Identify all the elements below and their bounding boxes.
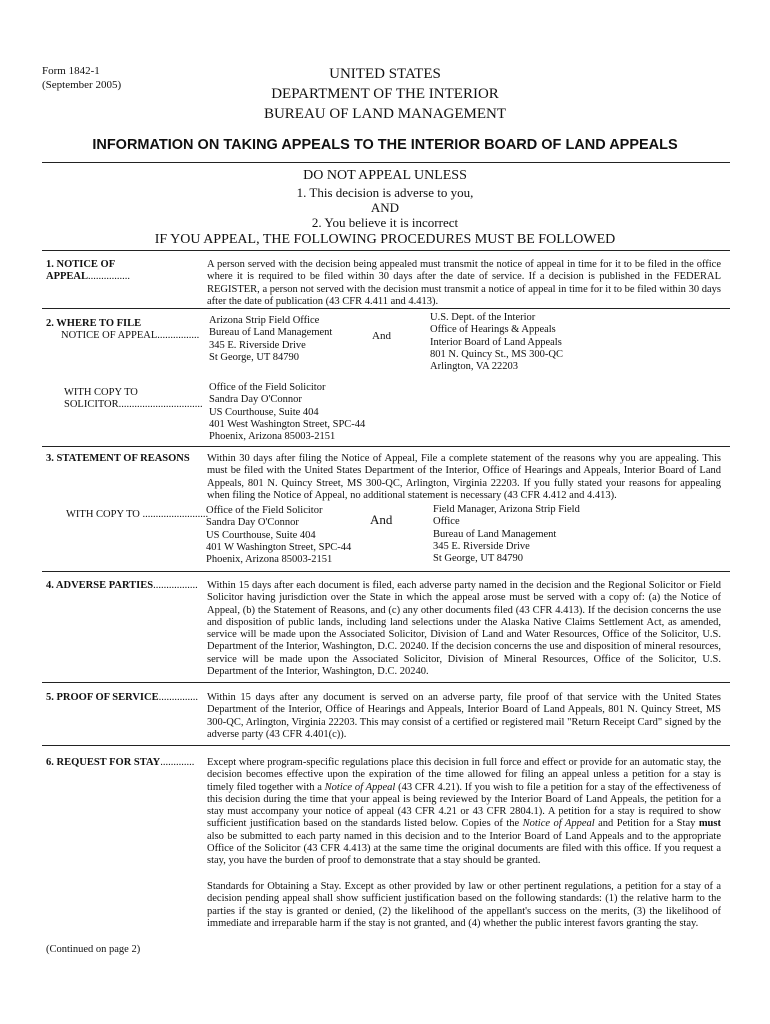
title-divider — [42, 162, 730, 163]
page-title: INFORMATION ON TAKING APPEALS TO THE INTERIOR BOARD OF LAND APPEALS — [92, 137, 678, 153]
address-line: 345 E. Riverside Drive — [209, 339, 306, 351]
agency-line-3: BUREAU OF LAND MANAGEMENT — [263, 106, 507, 122]
section-3-label — [46, 453, 190, 465]
copy-label-line-1: WITH COPY TO — [64, 387, 138, 398]
address-line: 801 N. Quincy St., MS 300-QC — [430, 348, 564, 360]
section-divider — [42, 446, 730, 447]
section-4-label — [46, 580, 198, 592]
stay-text-part: Except where program-specific regulations place this decision in full force and effect or provide for an automatic stay, the decision becomes effective upon the expiration of the time allowed for filing an appeal unless a petition for a stay is timely filed together with a — [207, 757, 721, 793]
address-line: Field Manager, Arizona Strip Field — [433, 504, 580, 515]
procedures-heading: IF YOU APPEAL, THE FOLLOWING PROCEDURES MUST BE FOLLOWED — [154, 232, 616, 247]
section-6-label-text: 6. REQUEST FOR STAY — [46, 757, 161, 768]
ibla-address — [430, 312, 563, 373]
section-1-label — [46, 259, 130, 283]
address-line: U.S. Dept. of the Interior — [430, 312, 536, 323]
address-line: Arlington, VA 22203 — [430, 361, 518, 373]
stay-text-part: also be submitted to each party named in this decision and to the Interior Board of Land Appeals and to the appropriate Office of the Solicitor (43 CFR 4.413) at the same time the original documents are filed with this office. If you request a stay, you have the burden of proof to demonstrate that a stay should be granted. — [207, 830, 721, 867]
copy-to-solicitor-label — [64, 387, 203, 411]
leader-dots: ............. — [160, 757, 195, 768]
agency-line-2: DEPARTMENT OF THE INTERIOR — [271, 86, 499, 102]
section-1-label-line-1: 1. NOTICE OF — [46, 259, 116, 270]
leader-dots: ......................... — [142, 509, 209, 520]
section-3-solicitor-address — [206, 505, 351, 566]
address-line: 401 West Washington Street, SPC-44 — [209, 418, 366, 430]
section-1-text: A person served with the decision being appealed must transmit the notice of appeal in time for it to be filed in the office where it is required to be filed within 30 days after the date of service. If a decision is published in the FEDERAL REGISTER, a person not served with the decision must transmit a notice of appeal in time for it to be filed within 30 days after the date of publication (43 CFR 4.411 and 4.413). — [207, 259, 721, 307]
address-line: 345 E. Riverside Drive — [433, 540, 530, 552]
address-line: US Courthouse, Suite 404 — [206, 529, 316, 541]
continued-note: (Continued on page 2) — [46, 944, 141, 955]
stay-text-part: (43 CFR 4.21). If you wish to file a petition for a stay of the effectiveness of this decision during the time that your appeal is being reviewed by the Interior Board of Land Appeals, the petition for a stay must accompany your notice of appeal (43 CFR 4.21 or 43 CFR 2804.1). A petition for a stay is required to show sufficient justification based on the standards listed below. Copies of the — [207, 781, 721, 830]
section-2-label — [46, 318, 199, 342]
solicitor-address — [209, 382, 365, 443]
section-2-label-line-1: 2. WHERE TO FILE — [46, 318, 142, 329]
section-divider — [42, 682, 730, 683]
section-6-label — [46, 757, 194, 769]
address-line: Phoenix, Arizona 85003-2151 — [209, 431, 336, 443]
section-divider — [42, 308, 730, 309]
section-5-text: Within 15 days after any document is served on an adverse party, file proof of that service with the United States Department of the Interior, Office of Hearings and Appeals, Interior Board of Land Appeals, 801 N. Quincy Street, MS 300-QC, Arlington, Virginia 22203. This may consist of a certified or registered mail "Return Receipt Card" signed by the adverse party (43 CFR 4.401(c)). — [207, 692, 721, 740]
address-line: Office of the Field Solicitor — [206, 505, 323, 516]
leader-dots: ................. — [153, 580, 198, 591]
address-line: Interior Board of Land Appeals — [430, 336, 562, 348]
and-connector: And — [372, 330, 391, 342]
address-line: US Courthouse, Suite 404 — [209, 406, 319, 418]
copy-label-text: WITH COPY TO — [66, 509, 140, 520]
address-line: Arizona Strip Field Office — [209, 315, 320, 326]
address-line: St George, UT 84790 — [209, 351, 300, 363]
field-manager-address — [433, 504, 580, 565]
address-line: Office — [433, 516, 460, 528]
stay-text-part: and Petition for a Stay — [594, 818, 699, 830]
stay-text-italic: Notice of Appeal — [522, 818, 595, 830]
section-5-label — [46, 692, 198, 704]
address-line: Phoenix, Arizona 85003-2151 — [206, 554, 333, 566]
address-line: Sandra Day O'Connor — [209, 394, 302, 406]
leader-dots: ................................ — [118, 399, 203, 410]
and-connector: And — [370, 512, 393, 527]
section-3-label-text: 3. STATEMENT OF REASONS — [46, 453, 190, 464]
leader-dots: ............... — [158, 692, 198, 703]
address-line: Sandra Day O'Connor — [206, 517, 299, 529]
address-line: Bureau of Land Management — [433, 528, 557, 540]
form-number: Form 1842-1 — [42, 65, 100, 77]
section-5-label-text: 5. PROOF OF SERVICE — [46, 692, 159, 703]
stay-text-bold: must — [698, 818, 721, 830]
address-line: 401 W Washington Street, SPC-44 — [206, 541, 352, 553]
form-date: (September 2005) — [42, 79, 122, 91]
caution-condition-1: 1. This decision is adverse to you, — [296, 185, 474, 200]
section-6-paragraph-1 — [207, 757, 721, 868]
agency-heading — [0, 64, 770, 124]
procedures-divider — [42, 250, 730, 251]
leader-dots: ................ — [88, 271, 130, 282]
address-line: Office of Hearings & Appeals — [430, 324, 556, 336]
section-4-text: Within 15 days after each document is filed, each adverse party named in the decision and the Regional Solicitor or Field Solicitor having jurisdiction over the State in which the appeal arose must be served with a copy of: (a) the Notice of Appeal, (b) the Statement of Reasons, and (c) any other documents filed (43 CFR 4.413). If the decision concerns the use and disposition of public lands, including land selections under the Alaska Native Claims Settlement Act, as amended, service will be made upon the Associated Solicitor, Division of Land and Water Resources, Office of the Solicitor, U.S. Department of the Interior, Washington, D.C. 20240. If the decision concerns the use and disposition of mineral resources, service will be made upon the Associated Solicitor, Division of Mineral Resources, Office of the Solicitor, U.S. Department of the Interior, Washington, D.C. 20240. — [207, 580, 721, 678]
field-office-address — [209, 315, 332, 364]
address-line: St George, UT 84790 — [433, 553, 524, 565]
stay-text-italic: Notice of Appeal — [324, 781, 396, 793]
address-line: Office of the Field Solicitor — [209, 382, 326, 393]
address-line: Bureau of Land Management — [209, 327, 333, 339]
section-1-label-line-2: APPEAL — [46, 271, 88, 282]
section-3-text: Within 30 days after filing the Notice of Appeal, File a complete statement of the reasons why you are appealing. This must be filed with the United States Department of the Interior, Office of Hearings and Appeals, Interior Board of Land Appeals, 801 N. Quincy Street, MS 300-QC, Arlington, Virginia 22203. If you fully stated your reasons for appealing when filing the Notice of Appeal, no additional statement is necessary (43 CFR 4.412 and 4.413). — [207, 453, 721, 501]
caution-and: AND — [370, 200, 400, 215]
section-6-paragraph-2: Standards for Obtaining a Stay. Except as other provided by law or other pertinent regulations, a petition for a stay of a decision pending appeal shall show sufficient justification based on the following standards: (1) the relative harm to the parties if the stay is granted or denied, (2) the likelihood of the appellant's success on the merits, (3) the likelihood of immediate and irreparable harm if the stay is not granted, and (4) whether the public interest favors granting the stay. — [207, 881, 721, 929]
caution-condition-2: 2. You believe it is incorrect — [311, 215, 459, 230]
copy-label-line-2: SOLICITOR — [64, 399, 119, 410]
caution-heading: DO NOT APPEAL UNLESS — [303, 168, 467, 183]
section-divider — [42, 745, 730, 746]
section-2-label-line-2: NOTICE OF APPEAL — [61, 330, 158, 341]
section-4-label-text: 4. ADVERSE PARTIES — [46, 580, 154, 591]
leader-dots: ................ — [157, 330, 200, 341]
section-divider — [42, 571, 730, 572]
agency-line-1: UNITED STATES — [329, 66, 441, 82]
section-3-copy-label — [66, 509, 208, 521]
